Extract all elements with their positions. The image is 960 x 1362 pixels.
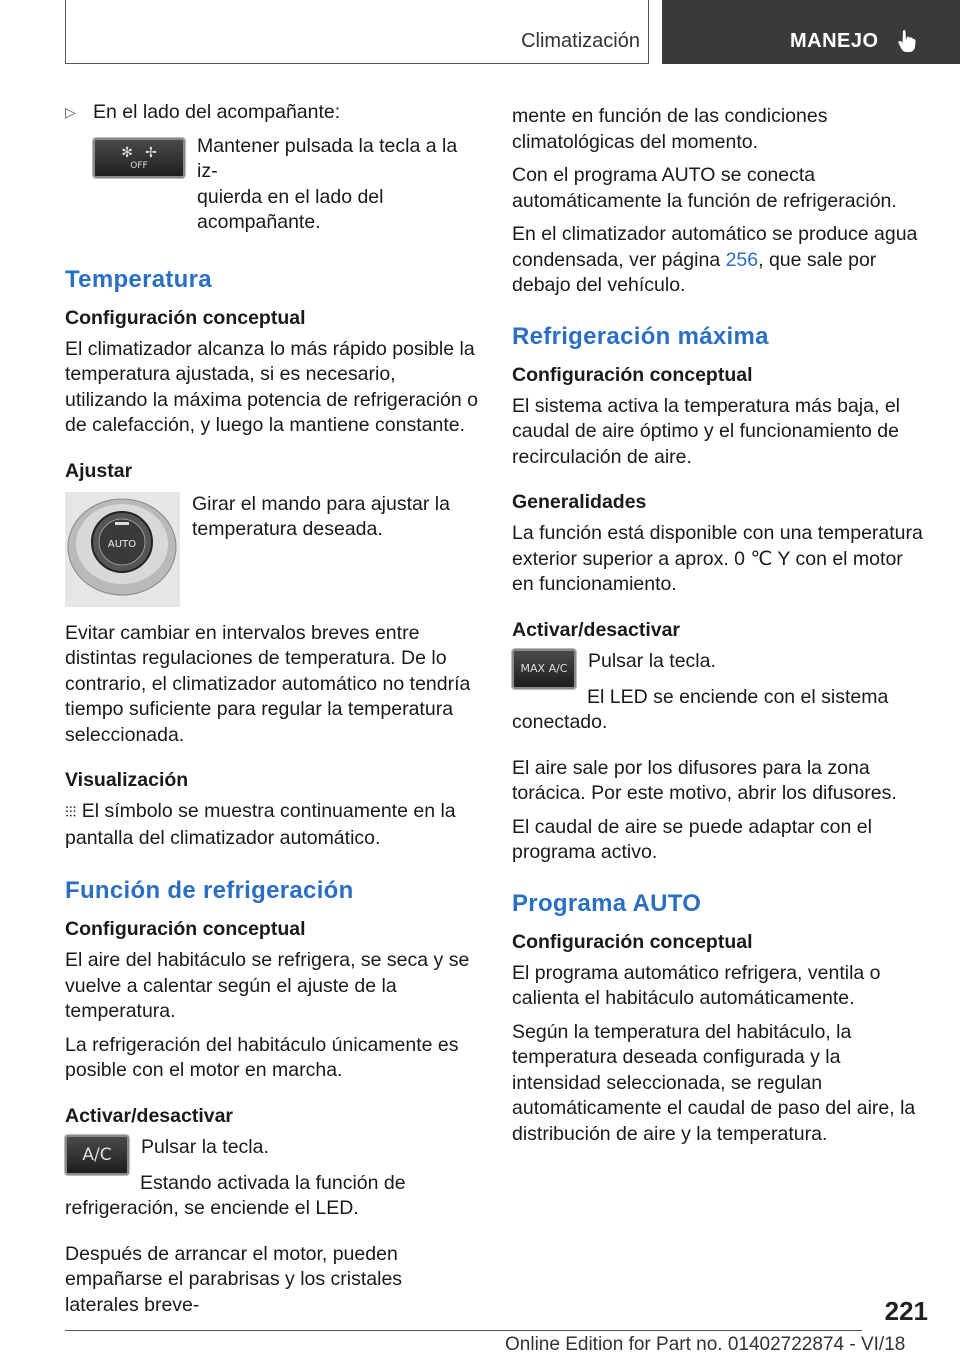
cool-concept-heading: Configuración conceptual bbox=[65, 918, 306, 940]
adjust-heading: Ajustar bbox=[65, 459, 133, 482]
prog-text-1: El programa automático refrigera, ventila o calienta el habitáculo automáticamente. bbox=[512, 961, 881, 1009]
right-column bbox=[512, 104, 927, 1155]
cooling-heading: Función de refrigeración bbox=[65, 877, 354, 904]
header-separator bbox=[648, 0, 649, 64]
temp-concept-text: El climatizador alcanza lo más rápido posible la temperatura ajustada, si es necesario, utilizando la máxima potencia de refrigeración o de calefacción, y luego la mantiene constante. bbox=[65, 337, 478, 436]
prog-text-2: Según la temperatura del habitáculo, la temperatura deseada configurada y la intensidad seleccionada, se regulan automáticamente el caudal de paso del aire, la distribución de aire y la temperatura. bbox=[512, 1020, 916, 1145]
auto-cooling-text: Con el programa AUTO se conecta automáticamente la función de refrigeración. bbox=[512, 164, 897, 212]
condensate-text-b: , que sale por debajo del vehículo. bbox=[512, 248, 877, 296]
cool-toggle-heading: Activar/desactivar bbox=[65, 1104, 234, 1127]
general-heading: Generalidades bbox=[512, 491, 647, 513]
max-led-text: El LED se enciende con el sistema conectado. bbox=[512, 685, 889, 733]
max-press-text: Pulsar la tecla. bbox=[588, 649, 716, 672]
general-text: La función está disponible con una temperatura exterior superior a aprox. 0 ℃ Y con el motor en funcionamiento. bbox=[512, 522, 923, 595]
ac-press-text: Pulsar la tecla. bbox=[141, 1135, 269, 1158]
list-item bbox=[65, 100, 480, 244]
adjust-text: Girar el mando para ajustar la temperatura deseada. bbox=[192, 492, 450, 540]
fan-icon: ✢ bbox=[145, 144, 157, 161]
temperature-knob-image bbox=[65, 492, 180, 607]
cool-concept-text-1: El aire del habitáculo se refrigera, se seca y se vuelve a calentar según el ajuste de la temperatura. bbox=[65, 949, 470, 1022]
temperature-heading: Temperatura bbox=[65, 265, 212, 293]
left-column bbox=[65, 100, 480, 1326]
fan-off-button-image bbox=[93, 138, 185, 178]
chapter-tab-label: MANEJO bbox=[790, 30, 879, 52]
ac-led-text: Estando activada la función de refrigeración, se enciende el LED. bbox=[65, 1171, 406, 1219]
ac-button-image bbox=[65, 1135, 129, 1175]
knob-auto-label: AUTO bbox=[107, 538, 137, 550]
footer-rule bbox=[65, 1330, 862, 1331]
header-left-rule bbox=[65, 0, 66, 64]
max-toggle-heading: Activar/desactivar bbox=[512, 618, 681, 641]
air-text-1: El aire sale por los difusores para la zona torácica. Por este motivo, abrir los difusores. bbox=[512, 756, 897, 804]
page-number: 221 bbox=[884, 1296, 928, 1326]
temp-concept-heading: Configuración conceptual bbox=[65, 306, 306, 329]
display-text: El símbolo se muestra continuamente en la pantalla del climatizador automático. bbox=[65, 800, 456, 849]
triangle-bullet-icon: ▷ bbox=[65, 104, 76, 120]
auto-program-heading: Programa AUTO bbox=[512, 889, 702, 917]
air-text-2: El caudal de aire se puede adaptar con el programa activo. bbox=[512, 815, 872, 863]
page-link[interactable]: 256 bbox=[725, 248, 759, 271]
fan-off-label: OFF bbox=[130, 160, 148, 171]
bullet-text: En el lado del acompañante: bbox=[93, 101, 341, 123]
display-heading: Visualización bbox=[65, 769, 189, 791]
hand-pointer-icon bbox=[895, 28, 921, 54]
cool-concept-text-2: La refrigeración del habitáculo únicamente es posible con el motor en marcha. bbox=[65, 1033, 459, 1081]
condensate-text-a: En el climatizador automático se produce agua condensada, ver página bbox=[512, 223, 918, 271]
max-ac-button-image bbox=[512, 649, 576, 689]
edition-text: Online Edition for Part no. 01402722874 - VI/18 bbox=[505, 1334, 906, 1355]
heat-waves-icon: ⫶⫶⫶ bbox=[65, 804, 77, 821]
ac-button-label: A/C bbox=[82, 1144, 112, 1165]
fan-off-text-line-2: quierda en el lado del acompañante. bbox=[197, 185, 384, 233]
snowflake-fan-icon: ✻ bbox=[121, 144, 133, 161]
header-bottom-rule bbox=[65, 63, 649, 64]
prog-concept-heading: Configuración conceptual bbox=[512, 930, 753, 953]
max-concept-heading: Configuración conceptual bbox=[512, 363, 753, 386]
fan-off-text-line-1: Mantener pulsada la tecla a la iz- bbox=[197, 134, 458, 182]
after-start-text: Después de arrancar el motor, pueden empañarse el parabrisas y los cristales laterales breve- bbox=[65, 1242, 403, 1316]
max-ac-button-label: MAX A/C bbox=[520, 662, 568, 675]
max-concept-text: El sistema activa la temperatura más baja, el caudal de aire óptimo y el funcionamiento de recirculación de aire. bbox=[512, 394, 901, 468]
max-cooling-heading: Refrigeración máxima bbox=[512, 322, 769, 350]
section-title: Climatización bbox=[521, 30, 640, 52]
avoid-text: Evitar cambiar en intervalos breves entre distintas regulaciones de temperatura. De lo contrario, el climatizador automático no tendría tiempo suficiente para regular la temperatura seleccionada. bbox=[65, 621, 471, 746]
continuation-text: mente en función de las condiciones climatológicas del momento. bbox=[512, 105, 828, 153]
